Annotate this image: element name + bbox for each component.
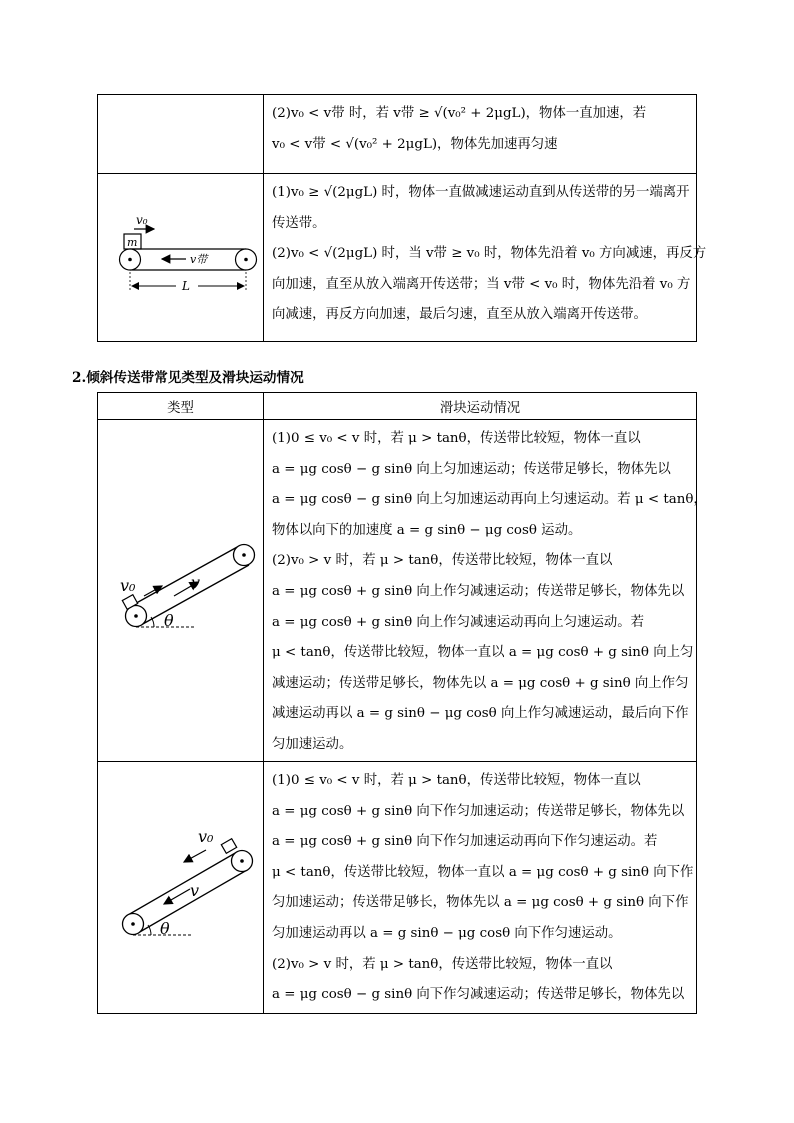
motion-text (264, 762, 696, 1011)
v-label: v (191, 573, 201, 592)
table-row (98, 174, 697, 342)
downward-incline-figure (98, 762, 264, 1009)
v0-label: v₀ (120, 576, 136, 595)
text-line: 匀加速运动；传送带足够长，物体先以 a = μg cosθ + g sinθ 向下作 (272, 895, 689, 911)
text-line: 物体以向下的加速度 a = g sinθ − μg cosθ 运动。 (272, 522, 582, 538)
belt-speed-label: v带 (190, 253, 208, 266)
motion-text (264, 420, 707, 761)
text-line: (2)v₀ < v带 时，若 v带 ≥ √(v₀² + 2μgL)，物体一直加速，若 (272, 106, 647, 121)
horizontal-belt-figure (98, 174, 264, 337)
table-row (98, 762, 697, 1014)
v0-label: v₀ (198, 827, 214, 846)
motion-text (264, 95, 696, 160)
text-line: 减速运动；传送带足够长，物体先以 a = μg cosθ + g sinθ 向上作匀 (272, 675, 689, 691)
figure-cell (98, 420, 264, 762)
header-motion: 滑块运动情况 (264, 393, 697, 420)
v0-label: v₀ (136, 213, 148, 227)
text-line: μ < tanθ，传送带比较短，物体一直以 a = μg cosθ + g sinθ 向下作 (272, 864, 694, 880)
text-line: a = μg cosθ + g sinθ 向下作匀加速运动再向下作匀速运动。若 (272, 834, 658, 850)
text-line: (2)v₀ > v 时，若 μ > tanθ，传送带比较短，物体一直以 (272, 553, 613, 569)
text-line: 向减速，再反方向加速，最后匀速，直至从放入端离开传送带。 (272, 307, 647, 323)
text-line: a = μg cosθ − g sinθ 向下作匀减速运动；传送带足够长，物体先以 (272, 987, 685, 1003)
text-line: μ < tanθ，传送带比较短，物体一直以 a = μg cosθ + g sinθ 向上匀 (272, 645, 694, 661)
motion-cell (264, 174, 707, 342)
table-row (98, 95, 697, 174)
inclined-belt-table (97, 392, 707, 1014)
text-line: a = μg cosθ + g sinθ 向下作匀加速运动；传送带足够长，物体先以 (272, 803, 685, 819)
header-type: 类型 (98, 393, 264, 420)
theta-label: θ (160, 919, 170, 938)
text-line: 匀加速运动再以 a = g sinθ − μg cosθ 向下作匀速运动。 (272, 925, 622, 941)
v-label: v (190, 881, 200, 900)
text-line: (1)0 ≤ v₀ < v 时，若 μ > tanθ，传送带比较短，物体一直以 (272, 773, 641, 788)
section-heading: 2.倾斜传送带常见类型及滑块运动情况 (72, 370, 304, 386)
slider-block (221, 839, 236, 854)
table-header-row (98, 393, 697, 420)
mass-label: m (127, 236, 138, 249)
upward-incline-figure (98, 420, 264, 757)
text-line: 向加速，直至从放入端离开传送带；当 v带 < v₀ 时，物体先沿着 v₀ 方 (272, 276, 691, 292)
motion-cell (264, 420, 707, 762)
text-line: 匀加速运动。 (272, 736, 353, 752)
text-line: a = μg cosθ − g sinθ 向上匀加速运动再向上匀速运动。若 μ < tanθ， (272, 492, 707, 508)
text-line: (2)v₀ > v 时，若 μ > tanθ，传送带比较短，物体一直以 (272, 956, 613, 972)
motion-cell (264, 762, 697, 1014)
theta-label: θ (164, 611, 174, 630)
horizontal-belt-table (97, 94, 707, 342)
length-label: L (182, 279, 190, 293)
text-line: a = μg cosθ + g sinθ 向上作匀减速运动再向上匀速运动。若 (272, 614, 645, 630)
figure-cell (98, 174, 264, 342)
figure-cell-empty (98, 95, 264, 174)
text-line: (1)v₀ ≥ √(2μgL) 时，物体一直做减速运动直到从传送带的另一端离开 (272, 185, 690, 200)
motion-text (264, 174, 707, 331)
text-line: 减速运动再以 a = g sinθ − μg cosθ 向上作匀减速运动，最后向下作 (272, 706, 689, 722)
text-line: a = μg cosθ − g sinθ 向上匀加速运动；传送带足够长，物体先以 (272, 461, 671, 477)
motion-cell (264, 95, 697, 174)
text-line: (1)0 ≤ v₀ < v 时，若 μ > tanθ，传送带比较短，物体一直以 (272, 431, 641, 446)
text-line: 传送带。 (272, 215, 326, 231)
text-line: (2)v₀ < √(2μgL) 时，当 v带 ≥ v₀ 时，物体先沿着 v₀ 方向减速，再反方 (272, 246, 707, 262)
text-line: v₀ < v带 < √(v₀² + 2μgL)，物体先加速再匀速 (272, 136, 558, 152)
table-row (98, 420, 697, 762)
figure-cell (98, 762, 264, 1014)
text-line: a = μg cosθ + g sinθ 向上作匀减速运动；传送带足够长，物体先以 (272, 583, 685, 599)
